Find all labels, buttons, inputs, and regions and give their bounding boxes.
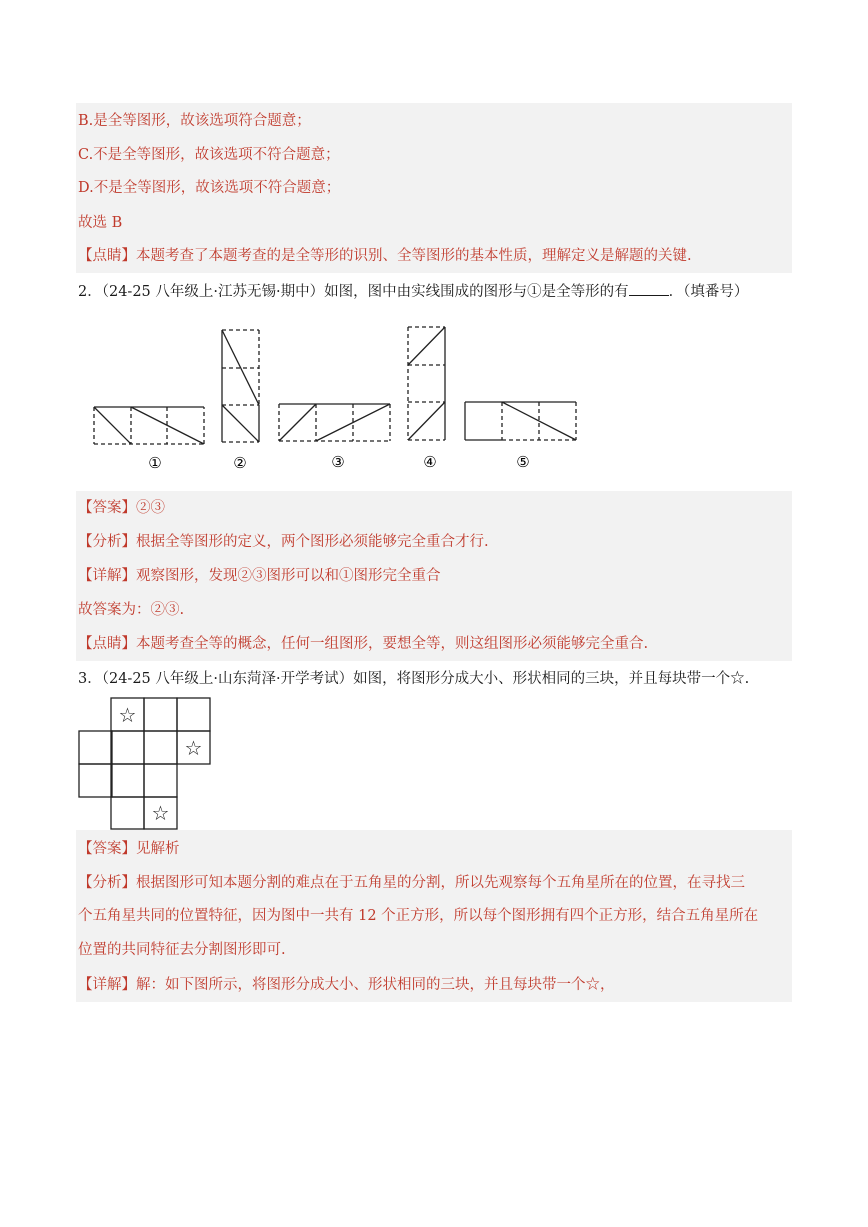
- q2-figure-label-5: ⑤: [516, 453, 530, 471]
- q3-star-2: ☆: [184, 736, 203, 760]
- q3-analysis-1: 【分析】根据图形可知本题分割的难点在于五角星的分割，所以先观察每个五角星所在的位置，在寻找三: [78, 875, 745, 891]
- q2-figure-label-3: ③: [331, 453, 345, 471]
- q1-option-b: B.是全等图形，故该选项符合题意；: [78, 113, 311, 129]
- q3-answer: 【答案】见解析: [78, 841, 180, 857]
- q2-question-text: 2．（24-25 八年级上·江苏无锡·期中）如图，图中由实线围成的图形与①是全等形的有: [78, 284, 629, 300]
- q3-analysis-2: 个五角星共同的位置特征，因为图中一共有 12 个正方形，所以每个图形拥有四个正方形，结合五角星所在: [78, 908, 759, 924]
- q2-answer: 【答案】②③: [78, 500, 165, 516]
- q2-detail: 【详解】观察图形，发现②③图形可以和①图形完全重合: [78, 568, 441, 584]
- q3-star-3: ☆: [151, 801, 170, 825]
- q1-choice: 故选 B: [78, 215, 123, 231]
- q1-option-d: D.不是全等图形，故该选项不符合题意；: [78, 180, 341, 196]
- q1-comment: 【点睛】本题考查了本题考查的是全等形的识别、全等图形的基本性质，理解定义是解题的关键.: [78, 248, 692, 264]
- q2-question-suffix: ．（填番号）: [668, 284, 749, 300]
- q2-comment: 【点睛】本题考查全等的概念，任何一组图形，要想全等，则这组图形必须能够完全重合.: [78, 636, 649, 652]
- q3-star-1: ☆: [118, 703, 137, 727]
- q3-analysis-3: 位置的共同特征去分割图形即可.: [78, 942, 286, 958]
- q3-detail: 【详解】解：如下图所示，将图形分成大小、形状相同的三块，并且每块带一个☆，: [78, 977, 615, 993]
- q2-figure-label-2: ②: [233, 454, 247, 472]
- q1-option-c: C.不是全等图形，故该选项不符合题意；: [78, 147, 340, 163]
- q3-question: 3．（24-25 八年级上·山东菏泽·开学考试）如图，将图形分成大小、形状相同的三块，并且每块带一个☆.: [78, 671, 750, 687]
- q2-figure-label-4: ④: [423, 453, 437, 471]
- q2-final: 故答案为：②③.: [78, 602, 185, 618]
- q2-analysis: 【分析】根据全等图形的定义，两个图形必须能够完全重合才行.: [78, 534, 489, 550]
- q2-figure-label-1: ①: [148, 454, 162, 472]
